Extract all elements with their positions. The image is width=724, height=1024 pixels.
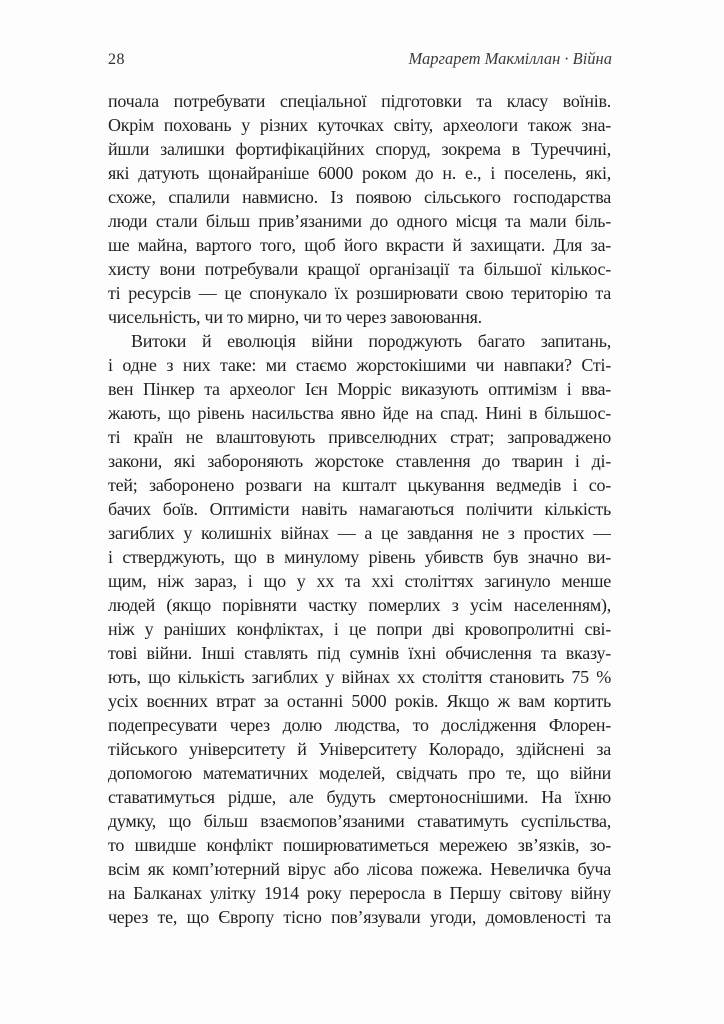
text-line: жають, що рівень насильства явно йде на спад. Нині в більшос- [108, 403, 611, 423]
text-line: щим, ніж зараз, і що у хх та ххі століттях загинуло менше [108, 571, 611, 591]
text-line: Окрім поховань у різних куточках світу, археологи також зна- [108, 115, 611, 135]
text-line: ті країн не влаштовують привселюдних страт; запроваджено [108, 427, 611, 447]
text-line: люди стали більш прив’язаними до одного місця та мали біль- [108, 211, 611, 231]
text-line: бачих боїв. Оптимісти навіть намагаються полічити кількість [108, 499, 611, 519]
text-line: ше майна, вартого того, щоб його вкрасти й захищати. Для за- [108, 235, 611, 255]
text-line: ють, що кількість загиблих у війнах хх століття становить 75 % [108, 667, 611, 687]
text-line: схоже, спалили навмисно. Із появою сільського господарства [108, 187, 611, 207]
text-line: людей (якщо порівняти частку померлих з усім населенням), [108, 595, 611, 615]
text-line: тей; заборонено розваги на кшталт цькування ведмедів і со- [108, 475, 611, 495]
text-line: йшли залишки фортифікаційних споруд, зокрема в Туреччині, [108, 139, 611, 159]
text-line: на Балканах улітку 1914 року переросла в Першу світову війну [108, 883, 611, 903]
page-body [108, 89, 611, 929]
paragraph [108, 329, 611, 929]
text-line: ті ресурсів — це спонукало їх розширювати свою територію та [108, 283, 611, 303]
text-line: які датують щонайраніше 6000 роком до н. е., і поселень, які, [108, 163, 611, 183]
text-line: думку, що більш взаємопов’язаними ставатимуть суспільства, [108, 811, 611, 831]
text-line: закони, які забороняють жорстоке ставлення до тварин і ді- [108, 451, 611, 471]
text-line: ніж у раніших конфліктах, і це попри дві кровопролитні сві- [108, 619, 611, 639]
text-line: ставатимуться рідше, але будуть смертоноснішими. На їхню [108, 787, 611, 807]
paragraph [108, 89, 611, 329]
text-line: хисту вони потребували кращої організації та більшої кількос- [108, 259, 611, 279]
running-title: Маргарет Макміллан · Війна [408, 49, 612, 68]
text-line: і одне з них таке: ми стаємо жорстокішими чи навпаки? Сті- [108, 355, 611, 375]
text-line: і стверджують, що в минулому рівень убивств був значно ви- [108, 547, 611, 567]
text-line: то швидше конфлікт поширюватиметься мережею зв’язків, зо- [108, 835, 611, 855]
text-line: вен Пінкер та археолог Ієн Морріс виказують оптимізм і вва- [108, 379, 611, 399]
text-line: почала потребувати спеціальної підготовки та класу воїнів. [108, 91, 611, 111]
text-line: тійського університету й Університету Колорадо, здійснені за [108, 739, 611, 759]
text-line: через те, що Європу тісно пов’язували угоди, домовленості та [108, 907, 611, 927]
page-header [108, 49, 612, 69]
text-line: загиблих у колишніх війнах — а це завдання не з простих — [108, 523, 611, 543]
text-line: тові війни. Інші ставлять під сумнів їхні обчислення та вказу- [108, 643, 611, 663]
text-line: подепресувати через долю людства, то дослідження Флорен- [108, 715, 611, 735]
text-line: усіх воєнних втрат за останні 5000 років. Якщо ж вам кортить [108, 691, 611, 711]
text-line: всім як комп’ютерний вірус або лісова пожежа. Невеличка буча [108, 859, 611, 879]
page-number: 28 [108, 51, 125, 68]
text-line: допомогою математичних моделей, свідчать про те, що війни [108, 763, 611, 783]
text-line: чисельність, чи то мирно, чи то через завоювання. [108, 307, 482, 327]
text-line: Витоки й еволюція війни породжують багато запитань, [131, 331, 611, 351]
